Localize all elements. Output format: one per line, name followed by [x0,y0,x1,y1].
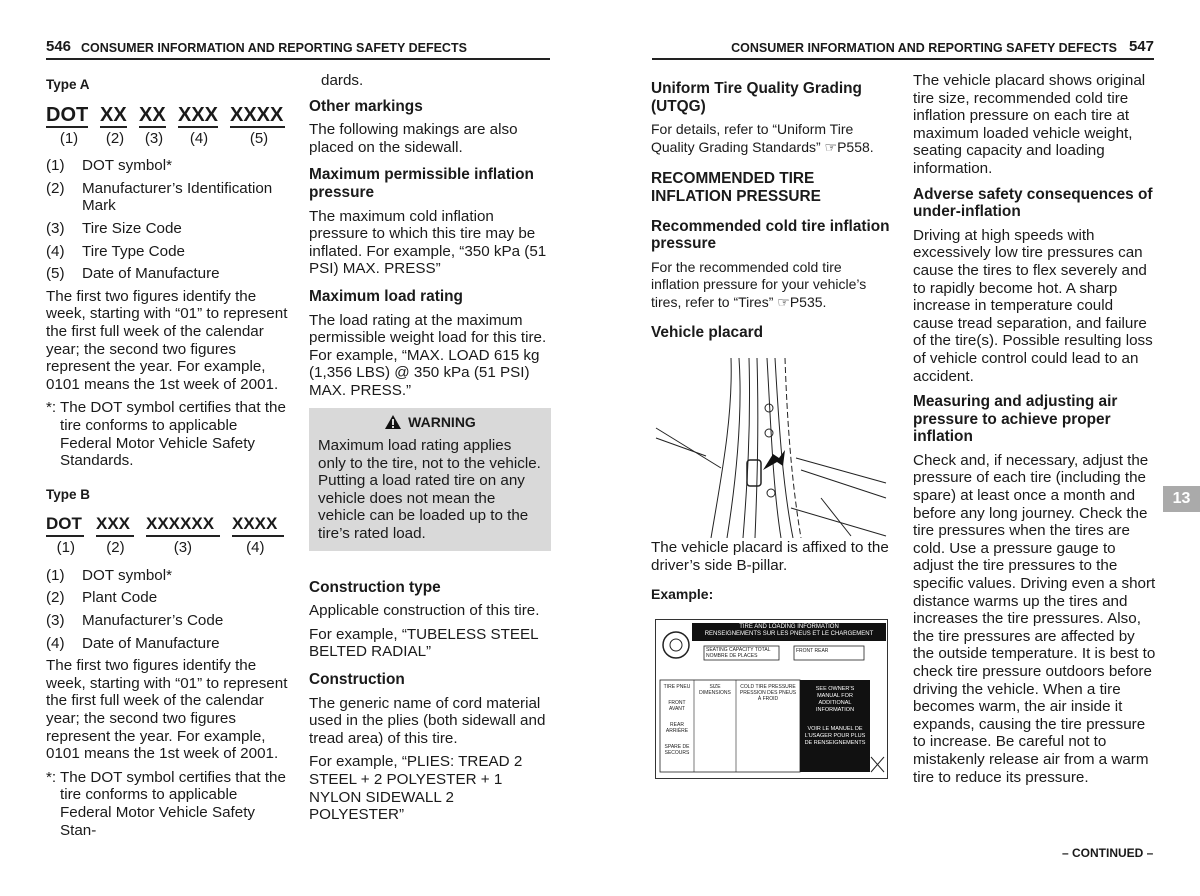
utqg-heading: Uniform Tire Quality Grading (UTQG) [651,80,862,115]
code-number: (3) [144,129,164,147]
construction-heading: Construction [309,671,405,689]
tire-placard-sample [655,619,888,779]
page-number: 547 [1128,38,1154,55]
other-markings-paragraph: The following makings are also placed on the sidewall. [309,121,518,156]
max-inflation-heading: Maximum permissible inflation pressure [309,166,534,201]
list-item: (5) Date of Manufacture [46,265,220,283]
code-part: XXX [178,103,219,126]
list-item: (3) Manufacturer’s Code [46,612,224,630]
placard-row-spare: SPARE DE SECOURS [664,744,690,756]
list-item: (2) Manufacturer’s Identification Mark [46,179,273,215]
type-b-note: *: The DOT symbol certifies that the tire conforms to applicable Federal Motor Vehicle Safety Stan- [46,768,286,839]
code-part: XX [100,103,127,126]
warning-box [309,408,551,551]
list-item: (3) Tire Size Code [46,219,182,237]
b-pillar-illustration [651,358,891,538]
placard-seating-fr: NOMBRE DE PLACES [706,653,758,659]
continued-label: – CONTINUED – [1062,846,1154,860]
type-a-paragraph: The first two figures identify the week, starting with “01” to represent the first full week of the calendar year; the second two figures represent the year. For example, 0101 means the 1st week of 2001. [46,287,288,393]
recommended-cold-heading: Recommended cold tire inflation pressure [651,217,890,253]
placard-title: TIRE AND LOADING INFORMATION [739,624,839,630]
max-load-paragraph: The load rating at the maximum permissible weight load for this tire. For example, “MAX. LOAD 615 kg (1,356 LBS) @ 350 kPa (51 PSI) MAX. PRESS.” [309,311,547,399]
code-number: (5) [249,129,269,147]
type-a-code [46,104,290,128]
code-part: XXXXXX [146,513,220,537]
type-a-code-numbers [46,130,290,148]
type-b-paragraph: The first two figures identify the week, starting with “01” to represent the first full week of the calendar year; the second two figures represent the year. For example, 0101 means the 1st week of 2001. [46,657,288,763]
placard-see-manual: SEE OWNER’S MANUAL FOR ADDITIONAL INFORMATION [815,686,855,713]
max-load-heading: Maximum load rating [309,287,463,305]
code-part: XX [139,103,166,126]
code-part: DOT [46,513,84,537]
measuring-heading: Measuring and adjusting air pressure to achieve proper inflation [913,393,1118,446]
code-number: (4) [189,129,209,147]
other-markings-heading: Other markings [309,97,423,115]
code-part: DOT [46,103,89,126]
type-b-code [46,513,290,537]
list-item: (4) Date of Manufacture [46,634,220,652]
list-item: (1) DOT symbol* [46,566,173,584]
warning-title: WARNING [408,413,476,430]
placard-caption: The vehicle placard is affixed to the driver’s side B-pillar. [651,539,889,574]
type-b-code-numbers [46,539,290,557]
code-part: XXX [96,513,134,537]
construction-type-heading: Construction type [309,578,441,596]
code-number: (2) [105,129,125,147]
construction-type-paragraph: Applicable construction of this tire. [309,602,540,620]
placard-row-front: FRONT AVANT [668,700,686,712]
left-column-1 [46,72,290,839]
placard-col-pressure: COLD TIRE PRESSURE PRESSION DES PNEUS À FROID [739,684,797,702]
right-page-header [652,38,1154,60]
max-inflation-paragraph: The maximum cold inflation pressure to which this tire may be inflated. For example, “350 kPa (51 PSI) MAX. PRESS” [309,207,547,278]
carry-text: dards. [321,72,364,89]
type-a-note: *: The DOT symbol certifies that the tire conforms to applicable Federal Motor Vehicle Safety Standards. [46,399,286,470]
example-label: Example: [651,586,714,603]
vehicle-placard-paragraph: The vehicle placard shows original tire size, recommended cold tire inflation pressure on each tire at maximum loaded vehicle weight, seating capacity and loading information. [913,72,1146,177]
code-number: (3) [173,539,193,557]
placard-total: TOTAL [754,647,771,653]
code-number: (4) [246,539,265,557]
adverse-heading: Adverse safety consequences of under-inflation [913,185,1153,221]
placard-col-tire: TIRE PNEU [663,684,691,690]
recommended-cold-paragraph: For the recommended cold tire inflation pressure for your vehicle’s tires, refer to “Tires” ☞P535. [651,258,867,310]
left-page-header [46,38,550,60]
placard-col-size: SIZE DIMENSIONS [699,684,731,696]
measuring-paragraph: Check and, if necessary, adjust the pressure of each tire (including the spare) at least once a month and before any long journey. Check the tire pressures when the tires are cold. Use a pressure gauge to adjust the tire pressures to the specific values. Driving even a short distance warms up the tires and increases the tire pressures. Also, the tire pressures are affected by the outside temperature. It is best to check tire pressure outdoors before driving the vehicle. When a tire becomes warm, the air inside it expands, causing the tire pressure to increase. Be careful not to mistakenly release air from a warm tire to reduce its pressure. [913,451,1156,786]
placard-row-rear: REAR ARRIÈRE [665,722,689,734]
list-item: (1) DOT symbol* [46,157,173,175]
header-title: CONSUMER INFORMATION AND REPORTING SAFETY DEFECTS [81,41,467,55]
type-b-title: Type B [46,486,91,502]
list-item: (2) Plant Code [46,589,158,607]
code-number: (1) [59,129,79,147]
placard-voir-manuel: VOIR LE MANUEL DE L’USAGER POUR PLUS DE RENSEIGNEMENTS [804,726,866,746]
header-title: CONSUMER INFORMATION AND REPORTING SAFETY DEFECTS [731,41,1117,55]
construction-type-example: For example, “TUBELESS STEEL BELTED RADIAL” [309,625,539,661]
placard-front: FRONT [796,648,814,654]
warning-icon [384,414,402,430]
code-number: (1) [56,539,75,557]
construction-example: For example, “PLIES: TREAD 2 STEEL + 2 POLYESTER + 1 NYLON SIDEWALL 2 POLYESTER” [309,753,523,824]
construction-paragraph: The generic name of cord material used in the plies (both sidewall and tread area) of this tire. [309,694,546,747]
code-number: (2) [106,539,125,557]
recommended-pressure-heading: RECOMMENDED TIRE INFLATION PRESSURE [651,170,821,205]
placard-seating: SEATING CAPACITY [706,647,754,653]
adverse-paragraph: Driving at high speeds with excessively low tire pressures can cause the tires to flex severely and to rapidly become hot. A sharp increase in temperature could cause tread separation, and failure of the tire(s). Possible resulting loss of vehicle control could lead to an accident. [913,226,1153,385]
chapter-tab[interactable]: 13 [1163,486,1200,512]
type-a-title: Type A [46,77,90,92]
warning-text: Maximum load rating applies only to the tire, not to the vehicle. Putting a load rated tire on any vehicle does not mean the vehicle can be loaded up to the tire’s rated load. [318,437,541,543]
page-number: 546 [46,38,72,55]
right-column-2 [913,72,1157,792]
code-part: XXXX [230,103,284,126]
utqg-paragraph: For details, refer to “Uniform Tire Quality Grading Standards” ☞P558. [651,121,874,155]
list-item: (4) Tire Type Code [46,242,185,260]
vehicle-placard-heading: Vehicle placard [651,323,764,341]
code-part: XXXX [232,513,284,537]
placard-rear: REAR [814,648,829,654]
left-column-2 [309,72,551,830]
placard-subtitle: RENSEIGNEMENTS SUR LES PNEUS ET LE CHARGEMENT [704,631,874,637]
